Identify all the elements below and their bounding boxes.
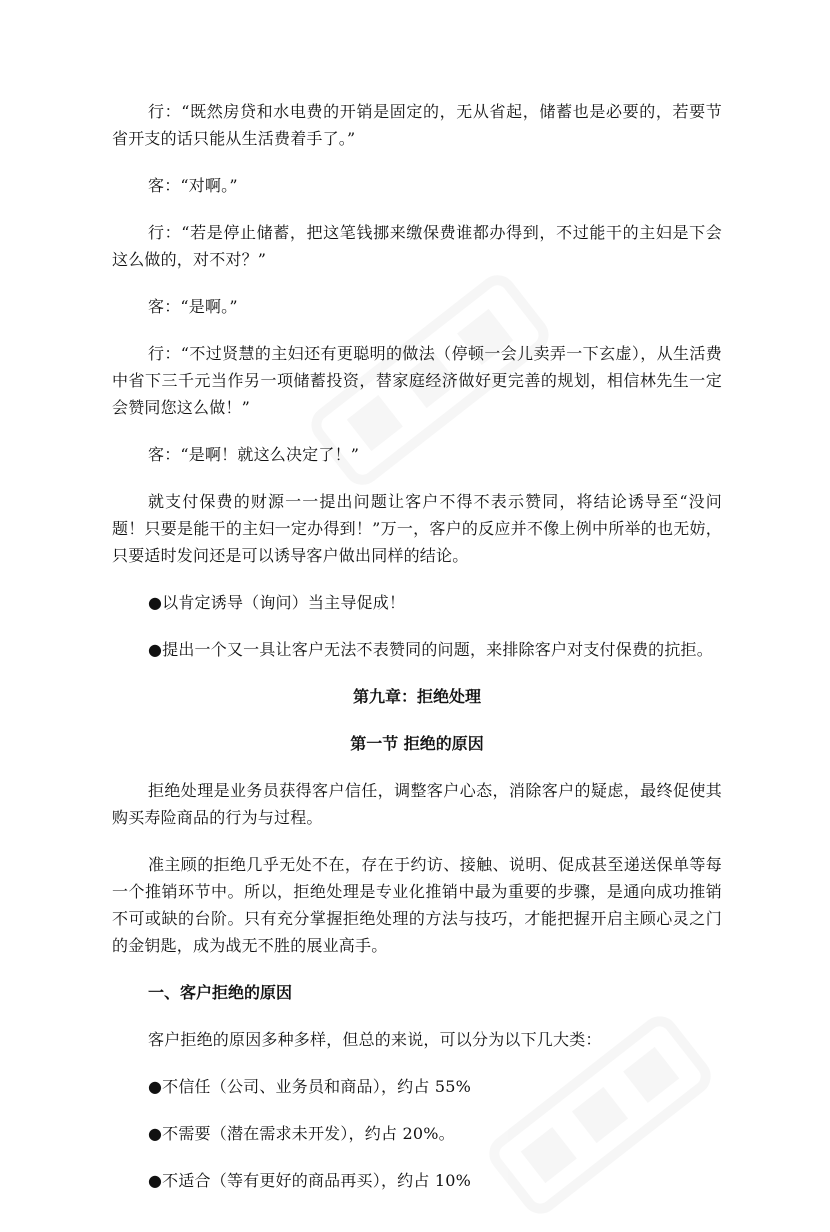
body-paragraph: 客户拒绝的原因多种多样，但总的来说，可以分为以下几大类： xyxy=(148,1030,602,1049)
body-paragraph: 拒绝处理是业务员获得客户信任，调整客户心态，消除客户的疑虑，最终促使其购买寿险商品的行为与过程。 xyxy=(112,781,722,827)
bullet-item: ●提出一个又一具让客户无法不表赞同的问题，来排除客户对支付保费的抗拒。 xyxy=(148,640,713,659)
body-paragraph: 准主顾的拒绝几乎无处不在，存在于约访、接触、说明、促成甚至递送保单等每一个推销环节中。所以，拒绝处理是专业化推销中最为重要的步骤，是通向成功推销不可或缺的台阶。只有充分掌握拒绝处理的方法与技巧，才能把握开启主顾心灵之门的金钥匙，成为战无不胜的展业高手。 xyxy=(112,855,722,955)
chapter-title: 第九章：拒绝处理 xyxy=(352,687,481,706)
dialogue-paragraph: 行：“若是停止储蓄，把这笔钱挪来缴保费谁都办得到，不过能干的主妇是下会这么做的，对不对？” xyxy=(112,223,722,269)
bullet-item: ●以肯定诱导（询问）当主导促成！ xyxy=(148,593,406,612)
dialogue-paragraph: 客：“是啊！就这么决定了！” xyxy=(148,445,360,464)
dialogue-paragraph: 行：“既然房贷和水电费的开销是固定的，无从省起，储蓄也是必要的，若要节省开支的话只能从生活费着手了。” xyxy=(112,102,722,148)
bullet-item: ●不适合（等有更好的商品再买），约占 10% xyxy=(148,1171,472,1190)
dialogue-paragraph: 客：“是啊。” xyxy=(148,297,238,316)
document-body xyxy=(112,98,722,1214)
subsection-title: 一、客户拒绝的原因 xyxy=(148,983,293,1002)
dialogue-paragraph: 行：“不过贤慧的主妇还有更聪明的做法（停顿一会儿卖弄一下玄虚），从生活费中省下三千元当作另一项储蓄投资，替家庭经济做好更完善的规划，相信林先生一定会赞同您这么做！” xyxy=(112,344,722,417)
bullet-item: ●不需要（潜在需求未开发），约占 20%。 xyxy=(148,1124,455,1143)
body-paragraph: 就支付保费的财源一一提出问题让客户不得不表示赞同，将结论诱导至“没问题！只要是能干的主妇一定办得到！”万一，客户的反应并不像上例中所举的也无妨，只要适时发问还是可以诱导客户做出同样的结论。 xyxy=(112,492,722,565)
bullet-item: ●不信任（公司、业务员和商品），约占 55% xyxy=(148,1077,472,1096)
section-title: 第一节 拒绝的原因 xyxy=(350,734,484,753)
dialogue-paragraph: 客：“对啊。” xyxy=(148,176,238,195)
